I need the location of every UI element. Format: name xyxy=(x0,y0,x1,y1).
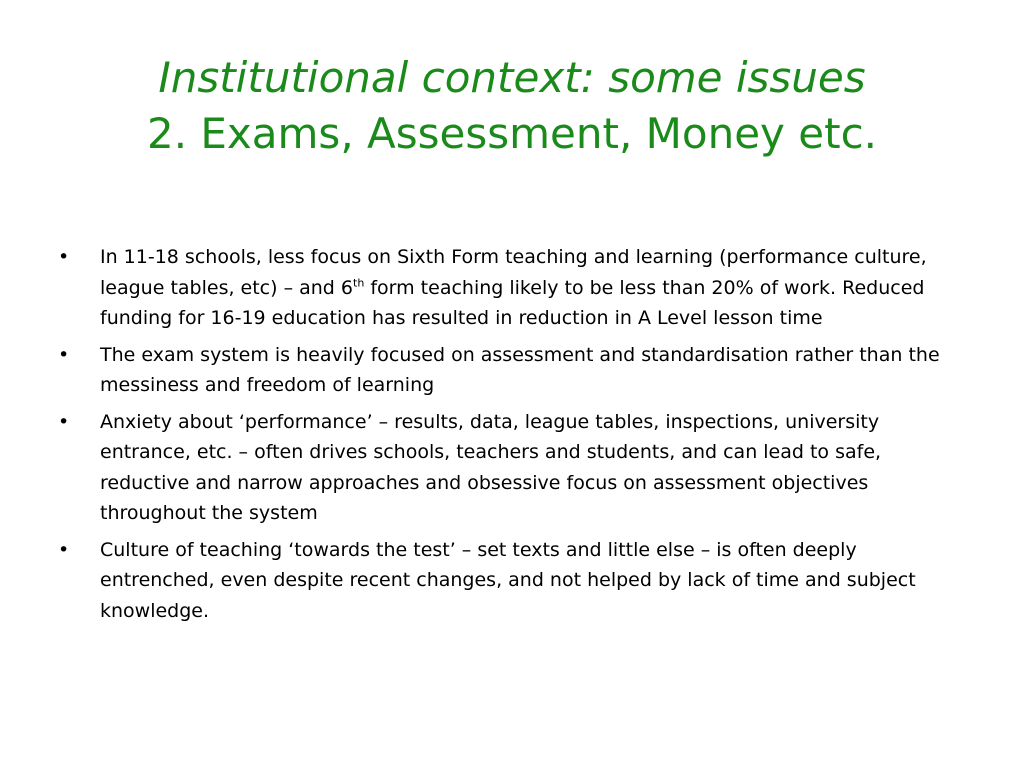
bullet-text: Anxiety about ‘performance’ – results, data, league tables, inspections, university entrance, etc. – often drives schools, teachers and students, and can lead to safe, reductive and narrow approaches and obsessive focus on assessment objectives throughout the system xyxy=(100,410,882,524)
bullet-icon: • xyxy=(58,410,70,433)
bullet-icon: • xyxy=(58,246,70,268)
bullet-item-3 xyxy=(56,407,966,529)
bullet-text-part-2: form teaching likely to be less than 20% of work. Reduced funding for 16-19 education has resulted in reduction in A Level lesson time xyxy=(100,276,925,329)
slide-title xyxy=(40,50,984,162)
bullet-item-4 xyxy=(56,535,966,627)
bullet-text-part-1: In 11-18 schools, less focus on Sixth Form teaching and learning (performance culture, league tables, etc) – and 6 xyxy=(100,246,927,299)
title-line-2: 2. Exams, Assessment, Money etc. xyxy=(146,109,878,158)
bullet-item-2 xyxy=(56,340,966,401)
bullet-icon: • xyxy=(58,343,70,366)
title-line-1: Institutional context: some issues xyxy=(158,53,866,102)
bullet-text: The exam system is heavily focused on assessment and standardisation rather than the messiness and freedom of learning xyxy=(100,343,940,396)
bullet-list xyxy=(56,242,966,632)
bullet-superscript: th xyxy=(353,276,365,290)
bullet-text: Culture of teaching ‘towards the test’ – set texts and little else – is often deeply entrenched, even despite recent changes, and not helped by lack of time and subject knowledge. xyxy=(100,538,916,622)
bullet-icon: • xyxy=(58,538,70,561)
bullet-item-1 xyxy=(56,242,966,334)
